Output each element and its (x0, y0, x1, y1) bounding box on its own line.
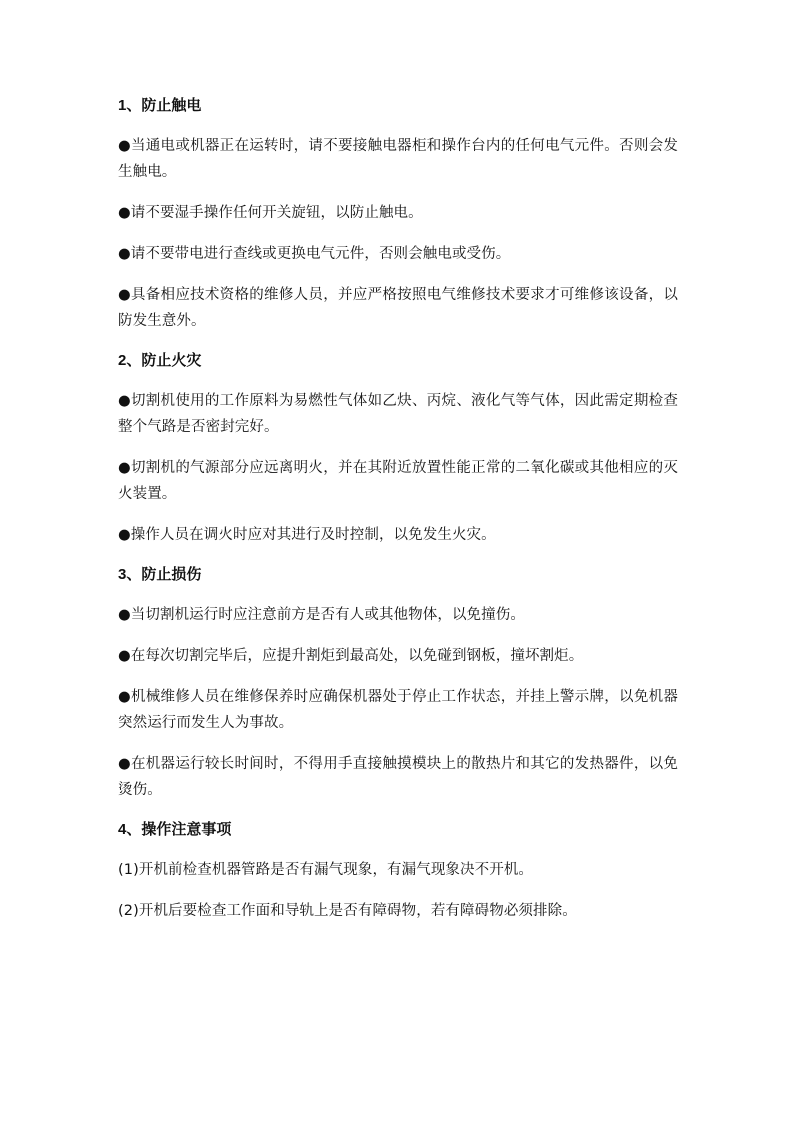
section-heading: 4、操作注意事项 (118, 821, 232, 838)
paragraph: ●切割机使用的工作原料为易燃性气体如乙炔、丙烷、液化气等气体，因此需定期检查整个气路是否密封完好。 (118, 393, 678, 435)
section-heading: 2、防止火灾 (118, 352, 202, 369)
paragraph: ●请不要湿手操作任何开关旋钮，以防止触电。 (118, 205, 423, 221)
section-electric-shock (118, 94, 678, 334)
paragraph: ●在每次切割完毕后，应提升割炬到最高处，以免碰到钢板，撞坏割炬。 (118, 648, 584, 664)
section-injury (118, 563, 678, 803)
section-heading: 1、防止触电 (118, 97, 202, 114)
section-fire (118, 349, 678, 548)
paragraph: (2)开机后要检查工作面和导轨上是否有障碍物，若有障碍物必须排除。 (118, 903, 577, 919)
paragraph: ●切割机的气源部分应远离明火，并在其附近放置性能正常的二氧化碳或其他相应的灭火装置。 (118, 460, 678, 502)
paragraph: ●操作人员在调火时应对其进行及时控制，以免发生火灾。 (118, 527, 496, 543)
paragraph: ●机械维修人员在维修保养时应确保机器处于停止工作状态，并挂上警示牌，以免机器突然运行而发生人为事故。 (118, 689, 678, 731)
section-heading: 3、防止损伤 (118, 566, 202, 583)
paragraph: ●当通电或机器正在运转时，请不要接触电器柜和操作台内的任何电气元件。否则会发生触电。 (118, 138, 678, 180)
paragraph: ●当切割机运行时应注意前方是否有人或其他物体，以免撞伤。 (118, 607, 525, 623)
paragraph: ●在机器运行较长时间时，不得用手直接触摸模块上的散热片和其它的发热器件，以免烫伤。 (118, 756, 678, 798)
paragraph: ●请不要带电进行查线或更换电气元件，否则会触电或受伤。 (118, 246, 511, 262)
section-operation-notes (118, 818, 678, 924)
paragraph: ●具备相应技术资格的维修人员，并应严格按照电气维修技术要求才可维修该设备，以防发生意外。 (118, 287, 678, 329)
paragraph: (1)开机前检查机器管路是否有漏气现象，有漏气现象决不开机。 (118, 862, 534, 878)
document-page (118, 94, 678, 939)
